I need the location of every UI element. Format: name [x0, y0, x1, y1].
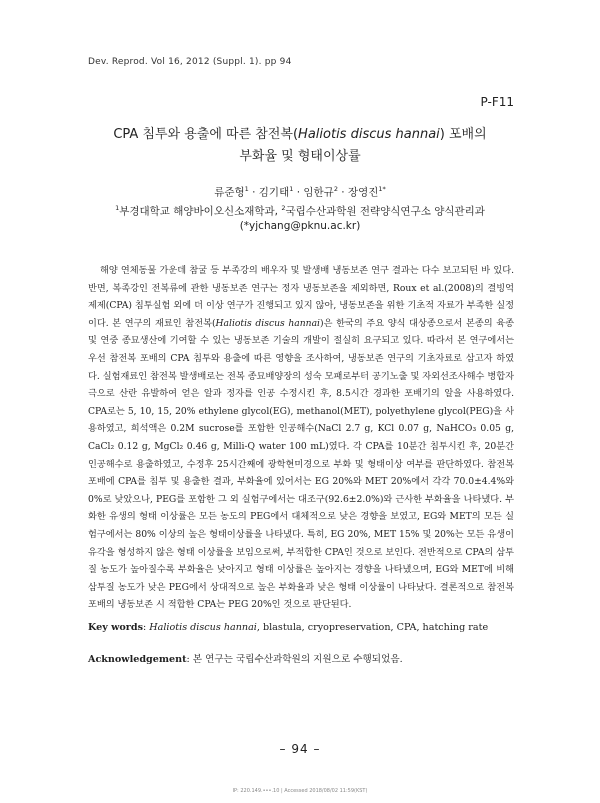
keywords-label: Key words: [88, 622, 143, 633]
title-suffix: ) 포배의: [439, 127, 487, 142]
author-names: [60, 182, 540, 201]
affiliations: [60, 201, 540, 220]
author-sep: ·: [248, 186, 259, 199]
author-2-sup: 1: [289, 185, 294, 193]
acknowledgement-text: : 본 연구는 국립수산과학원의 지원으로 수행되었음.: [186, 654, 403, 665]
abstract-part-1: 해양 연체동물 가운데 참굴 등 부족강의 배우자 및 발생배 냉동보존 연구 결과는 다수 보고되틴 바 있다. 반면, 복족강인 전복류에 관한 냉동보존 연구는 정자 냉동보존을 제외하면, Roux et al.(2008)의 결빙억제제(CPA) 침투실험 외에 더 이상 연구가 진행되고 있지 않아, 냉동보존을 위한 기초적 자료가 부족한 실정이다. 본 연구의 재료인 참전복(: [88, 265, 514, 329]
author-4: 장영진: [347, 186, 379, 199]
title-line-1: [70, 124, 530, 146]
title-species: Haliotis discus hannai: [298, 127, 440, 142]
keywords: Key words: Haliotis discus hannai, blastula, cryopreservation, CPA, hatching rate: [88, 622, 489, 633]
keywords-species: Haliotis discus hannai: [149, 622, 257, 633]
access-footer: IP: 220.149.•••.10 | Accessed 2018/08/02 11:59(KST): [232, 788, 368, 794]
affiliation-2-sup: 2: [281, 203, 286, 212]
author-3: 임한규: [303, 186, 334, 199]
paper-id: P-F11: [480, 95, 514, 109]
author-sep: ·: [293, 186, 304, 199]
affiliation-1: 부경대학교 해양바이오신소재학과,: [119, 205, 282, 217]
author-1-sup: 1: [244, 185, 249, 193]
abstract-part-2: )은 한국의 주요 양식 대상종으로서 본종의 육종 및 연중 종묘생산에 기여할 수 있는 냉동보존 기술의 개발이 절실히 요구되고 있다. 따라서 본 연구에서는 우선 참전복 포배의 CPA 침투와 용출에 따른 영향을 조사하여, 냉동보존 연구의 기초자료로 삼고자 하였다. 실험재료인 참전복 발생배로는 전복 종묘배양장의 성숙 모패로부터 공기노출 및 자외선조사해수 병합자극으로 산란 유발하여 얻은 알과 정자를 인공 수정시킨 후, 8.5시간 경과한 포배기의 알을 사용하였다. CPA로는 5, 10, 15, 20% ethylene glycol(EG), methanol(MET), polyethylene glycol(PEG)을 사용하였고, 희석액은 0.2M sucrose를 포함한 인공해수(NaCl 2.7 g, KCl 0.07 g, NaHCO₃ 0.05 g, CaCl₂ 0.12 g, MgCl₂ 0.46 g, Milli-Q water 100 mL)였다. 각 CPA를 10분간 침투시킨 후, 20분간 인공해수로 용출하였고, 수정후 25시간째에 광학현미경으로 부화 및 형태이상 여부를 판단하였다. 참전복 포배에 CPA를 침투 및 용출한 결과, 부화율에 있어서는 EG 20%와 MET 20%에서 각각 70.0±4.4%와 0%로 낮았으나, PEG를 포함한 그 외 실험구에서는 대조구(92.6±2.0%)와 근사한 부화율을 나타냈다. 부화한 유생의 형태 이상률은 모든 농도의 PEG에서 대체적으로 낮은 경향을 보였고, EG와 MET의 모든 실험구에서는 80% 이상의 높은 형태이상률을 나타냈다. 특히, EG 20%, MET 15% 및 20%는 모든 유생이 유각을 형성하지 않은 형태 이상률을 보임으로써, 부적합한 CPA인 것으로 보인다. 전반적으로 CPA의 삼투질 농도가 높아질수록 부화율은 낮아지고 형태 이상률은 높아지는 경향을 나타냈으며, EG와 MET에 비해 삼투질 농도가 낮은 PEG에서 상대적으로 높은 부화율과 낮은 형태 이상률이 나타났다. 결론적으로 참전복 포배의 냉동보존 시 적합한 CPA는 PEG 20%인 것으로 판단된다.: [88, 317, 514, 611]
author-3-sup: 2: [333, 185, 338, 193]
keywords-rest: , blastula, cryopreservation, CPA, hatching rate: [256, 622, 489, 633]
journal-citation: Dev. Reprod. Vol 16, 2012 (Suppl. 1). pp 94: [88, 57, 292, 67]
acknowledgement-label: Acknowledgement: [88, 654, 187, 665]
author-1: 류준형: [214, 186, 245, 199]
abstract-body: [88, 262, 514, 614]
authors-block: [60, 182, 540, 234]
title-line-2: 부화율 및 형태이상률: [239, 149, 361, 164]
corresponding-email: (*yjchang@pknu.ac.kr): [239, 220, 361, 232]
author-2: 김기태: [258, 186, 290, 199]
paper-title: [70, 124, 530, 168]
affiliation-1-sup: 1: [115, 203, 120, 212]
abstract-species: Haliotis discus hannai: [215, 317, 320, 329]
title-prefix: CPA 침투와 용출에 따른 참전복(: [113, 127, 299, 142]
author-sep: ·: [337, 186, 348, 199]
acknowledgement: [88, 652, 528, 668]
page-number: – 94 –: [279, 742, 321, 756]
affiliation-2: 국립수산과학원 전략양식연구소 양식관리과: [285, 205, 485, 217]
author-4-sup: 1*: [378, 185, 386, 193]
